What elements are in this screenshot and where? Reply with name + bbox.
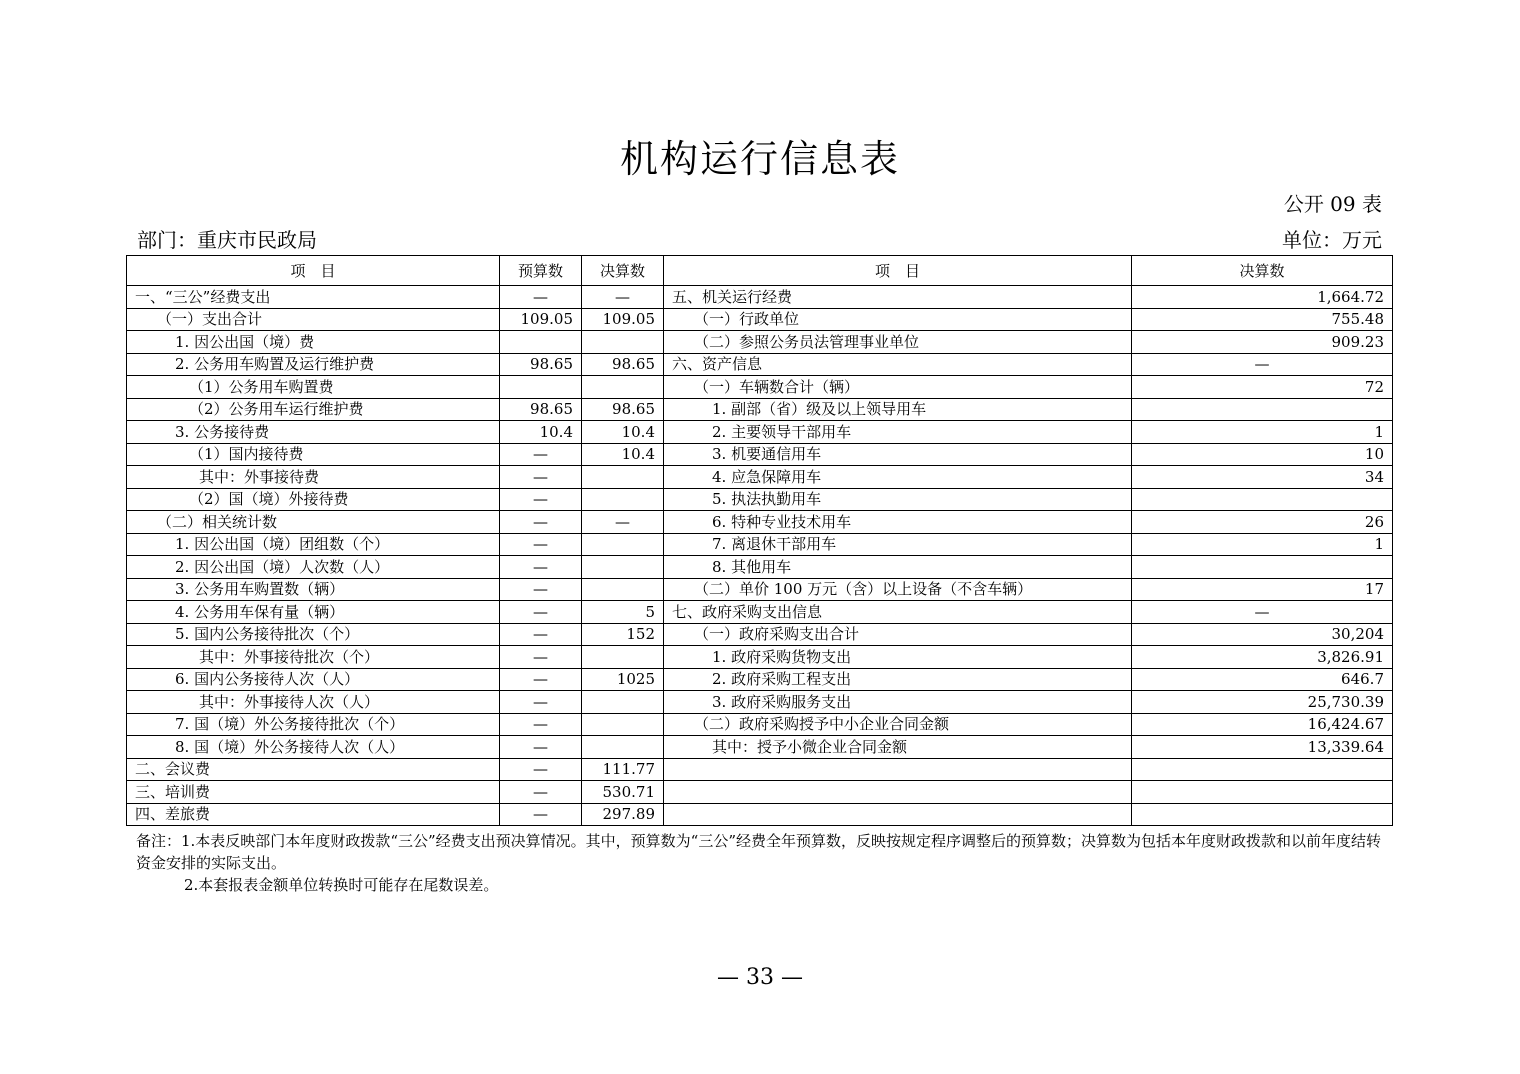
item-right-cell: 1. 副部（省）级及以上领导用车 [664, 398, 1132, 421]
budget-cell: — [500, 601, 582, 624]
budget-cell: — [500, 286, 582, 309]
budget-cell: 109.05 [500, 308, 582, 331]
header-budget: 预算数 [500, 256, 582, 286]
final-right-cell: — [1132, 601, 1393, 624]
budget-cell: — [500, 466, 582, 489]
item-left-cell: 其中：外事接待人次（人） [127, 691, 500, 714]
budget-cell [500, 331, 582, 354]
item-right-cell: （二）政府采购授予中小企业合同金额 [664, 713, 1132, 736]
final-left-cell [582, 331, 664, 354]
final-right-cell: 646.7 [1132, 668, 1393, 691]
page-number: — 33 — [717, 965, 803, 990]
budget-cell: — [500, 758, 582, 781]
note-2: 2.本套报表金额单位转换时可能存在尾数误差。 [184, 876, 499, 894]
table-row [127, 353, 1393, 376]
table-row [127, 331, 1393, 354]
budget-cell: — [500, 646, 582, 669]
table-row [127, 623, 1393, 646]
table-row [127, 556, 1393, 579]
final-left-cell: 5 [582, 601, 664, 624]
item-right-cell: 其中：授予小微企业合同金额 [664, 736, 1132, 759]
table-row [127, 713, 1393, 736]
final-left-cell: 111.77 [582, 758, 664, 781]
table-row [127, 646, 1393, 669]
item-right-cell: （二）参照公务员法管理事业单位 [664, 331, 1132, 354]
notes [136, 830, 1386, 896]
budget-cell: — [500, 691, 582, 714]
budget-cell: 98.65 [500, 398, 582, 421]
final-left-cell [582, 713, 664, 736]
final-right-cell: 10 [1132, 443, 1393, 466]
item-left-cell: 一、“三公”经费支出 [127, 286, 500, 309]
item-right-cell: 3. 机要通信用车 [664, 443, 1132, 466]
final-left-cell: 297.89 [582, 803, 664, 826]
item-left-cell: 2. 因公出国（境）人次数（人） [127, 556, 500, 579]
final-left-cell [582, 691, 664, 714]
item-left-cell: 3. 公务接待费 [127, 421, 500, 444]
final-left-cell [582, 376, 664, 399]
table-row [127, 398, 1393, 421]
final-left-cell [582, 466, 664, 489]
final-left-cell: 10.4 [582, 421, 664, 444]
budget-cell [500, 376, 582, 399]
final-right-cell [1132, 781, 1393, 804]
final-left-cell: — [582, 286, 664, 309]
item-right-cell: 6. 特种专业技术用车 [664, 511, 1132, 534]
final-left-cell: 1025 [582, 668, 664, 691]
budget-cell: — [500, 511, 582, 534]
budget-cell: — [500, 533, 582, 556]
table-row [127, 443, 1393, 466]
budget-cell: — [500, 623, 582, 646]
budget-cell: — [500, 803, 582, 826]
table-row [127, 308, 1393, 331]
final-left-cell: 10.4 [582, 443, 664, 466]
item-left-cell: 4. 公务用车保有量（辆） [127, 601, 500, 624]
item-right-cell: 七、政府采购支出信息 [664, 601, 1132, 624]
header-final-right: 决算数 [1132, 256, 1393, 286]
budget-cell: 10.4 [500, 421, 582, 444]
item-right-cell: （二）单价 100 万元（含）以上设备（不含车辆） [664, 578, 1132, 601]
table-row [127, 466, 1393, 489]
final-right-cell: 30,204 [1132, 623, 1393, 646]
final-right-cell: 13,339.64 [1132, 736, 1393, 759]
budget-cell: — [500, 668, 582, 691]
item-left-cell: 1. 因公出国（境）费 [127, 331, 500, 354]
final-right-cell [1132, 398, 1393, 421]
department-label: 部门：重庆市民政局 [137, 228, 317, 252]
budget-cell: — [500, 488, 582, 511]
final-left-cell: 152 [582, 623, 664, 646]
item-right-cell: （一）行政单位 [664, 308, 1132, 331]
info-table [126, 255, 1393, 826]
final-right-cell: 1,664.72 [1132, 286, 1393, 309]
table-row [127, 758, 1393, 781]
final-left-cell: 530.71 [582, 781, 664, 804]
item-left-cell: 其中：外事接待批次（个） [127, 646, 500, 669]
final-right-cell: 34 [1132, 466, 1393, 489]
budget-cell: 98.65 [500, 353, 582, 376]
table-row [127, 781, 1393, 804]
final-left-cell: 98.65 [582, 353, 664, 376]
table-header-row [127, 256, 1393, 286]
item-left-cell: 6. 国内公务接待人次（人） [127, 668, 500, 691]
unit-label: 单位：万元 [1282, 228, 1382, 252]
final-left-cell [582, 533, 664, 556]
item-right-cell: 5. 执法执勤用车 [664, 488, 1132, 511]
table-row [127, 691, 1393, 714]
item-left-cell: 5. 国内公务接待批次（个） [127, 623, 500, 646]
item-right-cell: 1. 政府采购货物支出 [664, 646, 1132, 669]
note-1: 备注：1.本表反映部门本年度财政拨款“三公”经费支出预决算情况。其中，预算数为“三公”经费全年预算数，反映按规定程序调整后的预算数；决算数为包括本年度财政拨款和以前年度结转资金安排的实际支出。 [136, 832, 1381, 872]
final-right-cell: 72 [1132, 376, 1393, 399]
table-row [127, 376, 1393, 399]
budget-cell: — [500, 556, 582, 579]
item-left-cell: 二、会议费 [127, 758, 500, 781]
item-right-cell: 五、机关运行经费 [664, 286, 1132, 309]
final-right-cell: 1 [1132, 533, 1393, 556]
final-right-cell: — [1132, 353, 1393, 376]
table-row [127, 488, 1393, 511]
final-right-cell: 3,826.91 [1132, 646, 1393, 669]
final-right-cell: 26 [1132, 511, 1393, 534]
item-right-cell: 2. 主要领导干部用车 [664, 421, 1132, 444]
final-left-cell [582, 578, 664, 601]
item-left-cell: （二）相关统计数 [127, 511, 500, 534]
final-left-cell [582, 488, 664, 511]
item-left-cell: （一）支出合计 [127, 308, 500, 331]
item-left-cell: （2）国（境）外接待费 [127, 488, 500, 511]
final-left-cell [582, 556, 664, 579]
budget-cell: — [500, 578, 582, 601]
item-left-cell: （2）公务用车运行维护费 [127, 398, 500, 421]
form-number: 公开 09 表 [1283, 192, 1382, 216]
item-left-cell: 四、差旅费 [127, 803, 500, 826]
table-row [127, 421, 1393, 444]
final-right-cell: 909.23 [1132, 331, 1393, 354]
budget-cell: — [500, 736, 582, 759]
final-right-cell [1132, 803, 1393, 826]
item-left-cell: 1. 因公出国（境）团组数（个） [127, 533, 500, 556]
final-left-cell: — [582, 511, 664, 534]
final-left-cell [582, 646, 664, 669]
final-right-cell [1132, 488, 1393, 511]
item-right-cell [664, 758, 1132, 781]
item-left-cell: 2. 公务用车购置及运行维护费 [127, 353, 500, 376]
table-row [127, 286, 1393, 309]
item-right-cell: （一）车辆数合计（辆） [664, 376, 1132, 399]
table-row [127, 533, 1393, 556]
final-left-cell [582, 736, 664, 759]
budget-cell: — [500, 781, 582, 804]
final-right-cell: 16,424.67 [1132, 713, 1393, 736]
budget-cell: — [500, 443, 582, 466]
item-right-cell: 2. 政府采购工程支出 [664, 668, 1132, 691]
item-right-cell: 六、资产信息 [664, 353, 1132, 376]
item-right-cell: 3. 政府采购服务支出 [664, 691, 1132, 714]
item-right-cell: （一）政府采购支出合计 [664, 623, 1132, 646]
table-row [127, 578, 1393, 601]
final-right-cell [1132, 758, 1393, 781]
table-body [127, 286, 1393, 826]
final-right-cell: 1 [1132, 421, 1393, 444]
item-left-cell: 7. 国（境）外公务接待批次（个） [127, 713, 500, 736]
header-final-left: 决算数 [582, 256, 664, 286]
final-right-cell: 755.48 [1132, 308, 1393, 331]
item-right-cell: 8. 其他用车 [664, 556, 1132, 579]
final-left-cell: 98.65 [582, 398, 664, 421]
table-row [127, 511, 1393, 534]
header-item-left: 项 目 [127, 256, 500, 286]
table-row [127, 601, 1393, 624]
budget-cell: — [500, 713, 582, 736]
item-right-cell: 7. 离退休干部用车 [664, 533, 1132, 556]
final-left-cell: 109.05 [582, 308, 664, 331]
item-right-cell: 4. 应急保障用车 [664, 466, 1132, 489]
item-right-cell [664, 781, 1132, 804]
item-left-cell: （1）国内接待费 [127, 443, 500, 466]
item-left-cell: （1）公务用车购置费 [127, 376, 500, 399]
item-left-cell: 3. 公务用车购置数（辆） [127, 578, 500, 601]
header-item-right: 项 目 [664, 256, 1132, 286]
item-left-cell: 8. 国（境）外公务接待人次（人） [127, 736, 500, 759]
item-left-cell: 其中：外事接待费 [127, 466, 500, 489]
item-right-cell [664, 803, 1132, 826]
final-right-cell: 17 [1132, 578, 1393, 601]
item-left-cell: 三、培训费 [127, 781, 500, 804]
table-row [127, 736, 1393, 759]
page-title: 机构运行信息表 [619, 137, 900, 181]
final-right-cell: 25,730.39 [1132, 691, 1393, 714]
final-right-cell [1132, 556, 1393, 579]
table-row [127, 803, 1393, 826]
table-row [127, 668, 1393, 691]
